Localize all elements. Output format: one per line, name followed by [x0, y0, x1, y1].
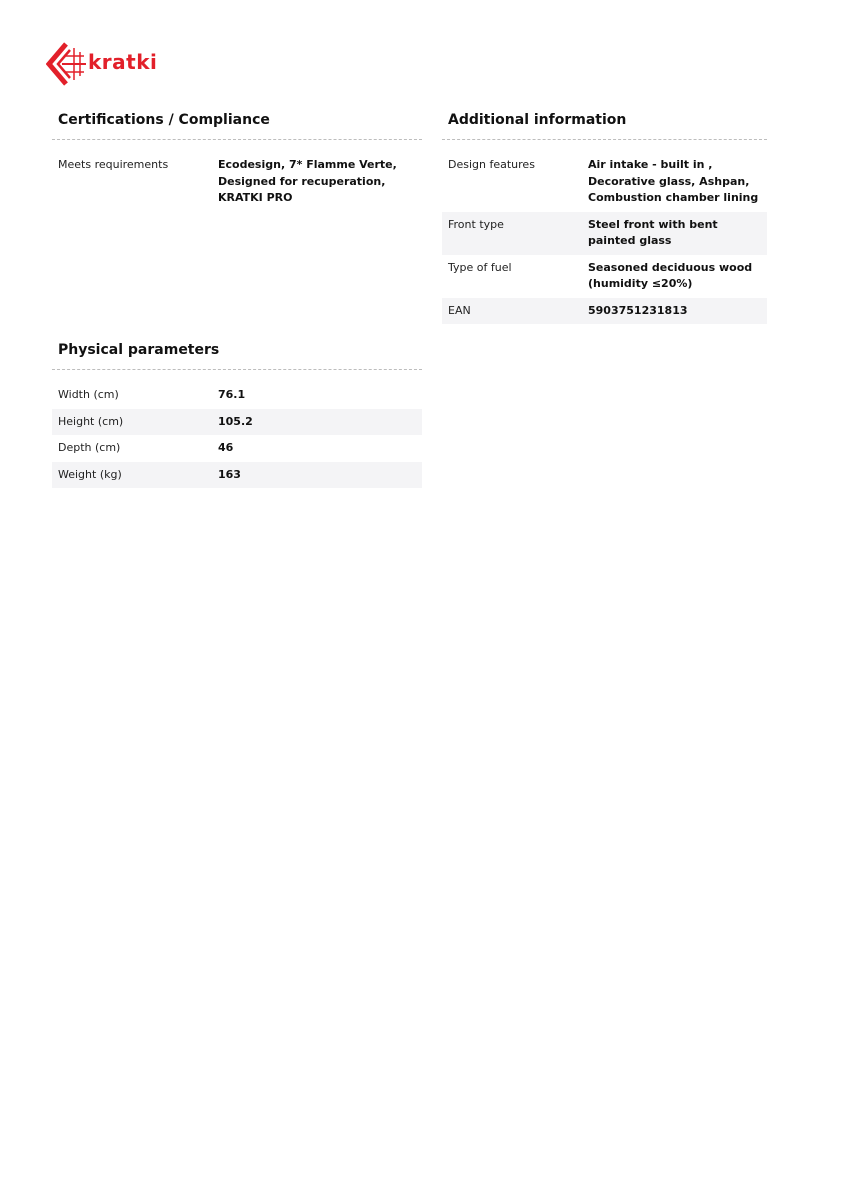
spec-label: Depth (cm): [58, 441, 121, 454]
spec-row: [442, 152, 767, 212]
spec-value: 5903751231813: [588, 303, 688, 317]
additional-information-section: [442, 112, 767, 324]
spec-label: Design features: [448, 158, 535, 171]
spec-value: 46: [218, 441, 234, 454]
spec-row: [52, 409, 422, 436]
certifications-section: [52, 112, 422, 212]
spec-label: Meets requirements: [58, 158, 169, 171]
spec-value: Ecodesign, 7* Flamme Verte, Designed for recuperation, KRATKI PRO: [218, 158, 397, 204]
spec-label: Weight (kg): [58, 467, 122, 481]
spec-row: [442, 212, 767, 255]
spec-row: [52, 462, 422, 489]
spec-row: [442, 298, 767, 325]
spec-value: Air intake - built in , Decorative glass, Ashpan, Combustion chamber lining: [588, 158, 759, 204]
spec-label: Width (cm): [58, 388, 119, 401]
physical-parameters-section: [52, 342, 422, 488]
brand-name: kratki: [88, 50, 158, 74]
spec-value: Steel front with bent painted glass: [588, 217, 718, 247]
spec-row: [52, 152, 422, 212]
spec-label: Type of fuel: [448, 260, 512, 274]
spec-row: [52, 435, 422, 462]
section-title: Certifications / Compliance: [52, 112, 422, 140]
spec-value: Seasoned deciduous wood (humidity ≤20%): [588, 260, 753, 290]
spec-row: [442, 255, 767, 298]
section-title: Additional information: [442, 112, 767, 140]
spec-label: Front type: [448, 217, 504, 231]
spec-value: 76.1: [218, 388, 246, 401]
section-title: Physical parameters: [52, 342, 422, 370]
spec-value: 163: [218, 467, 241, 481]
spec-row: [52, 382, 422, 409]
spec-label: EAN: [448, 303, 471, 317]
spec-value: 105.2: [218, 414, 253, 428]
spec-label: Height (cm): [58, 414, 124, 428]
